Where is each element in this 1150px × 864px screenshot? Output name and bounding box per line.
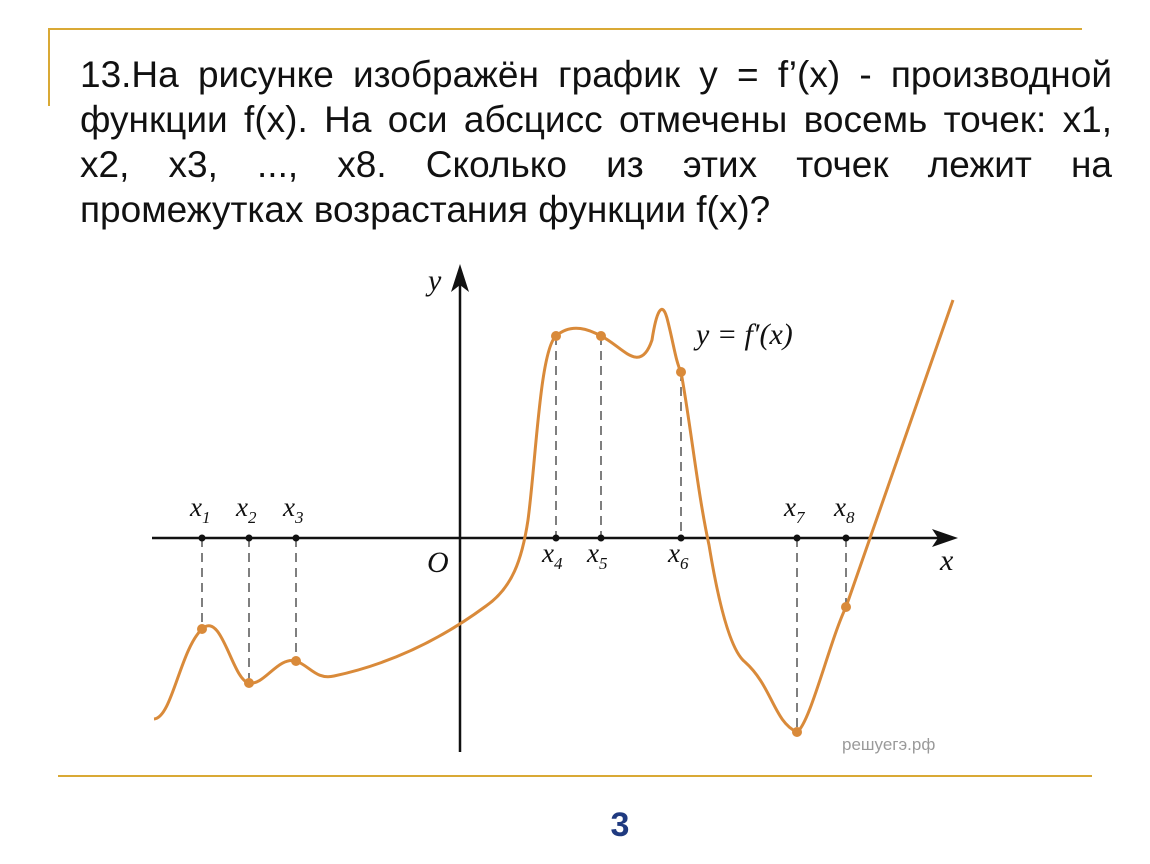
- point-label-x7: $x_7$: [784, 492, 805, 527]
- page-number: 3: [610, 806, 630, 844]
- curve-point-x8: [841, 602, 851, 612]
- bottom-border-line: [58, 775, 1092, 777]
- curve-point-x1: [197, 624, 207, 634]
- curve-point-x4: [551, 331, 561, 341]
- point-label-x6: $x_6$: [668, 538, 689, 573]
- curve-label: y = f′(x): [696, 318, 793, 351]
- problem-line-1: 13.На рисунке изображён график y = f’(x) - производной: [80, 54, 1112, 95]
- point-label-x5: $x_5$: [587, 538, 608, 573]
- y-axis-label: y: [428, 264, 442, 297]
- curve-points: [197, 331, 851, 737]
- axis-point-x3: [293, 535, 300, 542]
- point-label-x8: $x_8$: [834, 492, 855, 527]
- curve-point-x3: [291, 656, 301, 666]
- problem-line-3: x2, x3, ..., x8. Сколько из этих точек лежит на: [80, 144, 1112, 185]
- problem-line-2: функции f(x). На оси абсцисс отмечены восемь точек: x1,: [80, 99, 1112, 140]
- axis-point-x2: [246, 535, 253, 542]
- origin-label: O: [427, 546, 449, 579]
- point-label-x4: $x_4$: [542, 538, 563, 573]
- curve-point-x5: [596, 331, 606, 341]
- curve-point-x7: [792, 727, 802, 737]
- dashed-guides: [202, 336, 846, 732]
- axis-point-x1: [199, 535, 206, 542]
- problem-line-4: промежутках возрастания функции f(x)?: [80, 189, 771, 230]
- axis-point-x7: [794, 535, 801, 542]
- axis-point-x8: [843, 535, 850, 542]
- point-label-x1: $x_1$: [190, 492, 211, 527]
- curve-point-x2: [244, 678, 254, 688]
- watermark: решуегэ.рф: [842, 735, 936, 754]
- point-label-x3: $x_3$: [283, 492, 304, 527]
- curve-point-x6: [676, 367, 686, 377]
- x-axis-label: x: [940, 544, 954, 577]
- point-label-x2: $x_2$: [236, 492, 257, 527]
